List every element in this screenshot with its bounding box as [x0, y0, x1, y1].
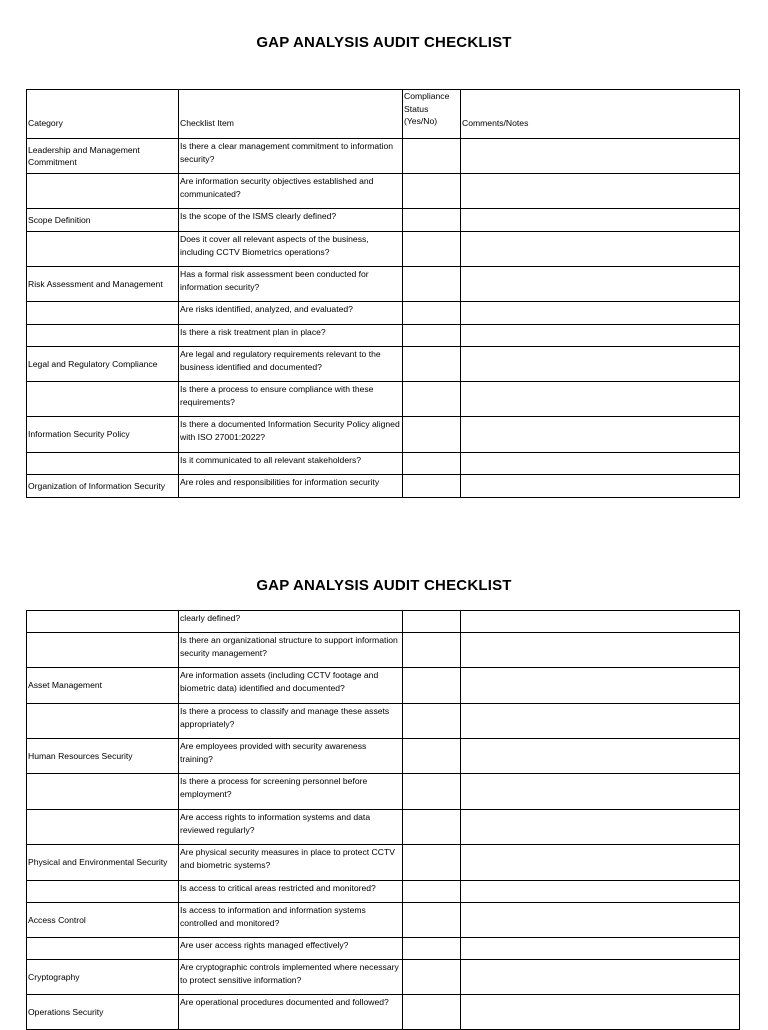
header-status-line: Compliance	[404, 91, 450, 101]
comments-notes-cell[interactable]	[461, 611, 740, 633]
category-cell	[27, 382, 179, 417]
checklist-item-cell: Is access to critical areas restricted and monitored?	[179, 881, 403, 903]
checklist-item-cell: Is access to information and information systems controlled and monitored?	[179, 903, 403, 938]
compliance-status-cell[interactable]	[403, 325, 461, 347]
category-cell	[27, 325, 179, 347]
category-cell: Physical and Environmental Security	[27, 845, 179, 881]
category-cell	[27, 302, 179, 325]
header-checklist-item: Checklist Item	[179, 90, 403, 139]
checklist-table	[26, 610, 740, 1030]
table-row	[27, 633, 740, 668]
table-row	[27, 453, 740, 475]
category-cell	[27, 810, 179, 845]
checklist-item-cell: Is there a process for screening personnel before employment?	[179, 774, 403, 810]
table-row	[27, 960, 740, 995]
compliance-status-cell[interactable]	[403, 475, 461, 498]
comments-notes-cell[interactable]	[461, 347, 740, 382]
table-row	[27, 174, 740, 209]
checklist-item-cell: Are physical security measures in place to protect CCTV and biometric systems?	[179, 845, 403, 881]
compliance-status-cell[interactable]	[403, 453, 461, 475]
category-cell	[27, 174, 179, 209]
checklist-item-cell: Is there a clear management commitment to information security?	[179, 139, 403, 174]
checklist-item-cell: Are roles and responsibilities for information security	[179, 475, 403, 498]
compliance-status-cell[interactable]	[403, 302, 461, 325]
table-row	[27, 209, 740, 232]
category-cell	[27, 633, 179, 668]
checklist-item-cell: Are operational procedures documented and followed?	[179, 995, 403, 1030]
compliance-status-cell[interactable]	[403, 938, 461, 960]
compliance-status-cell[interactable]	[403, 810, 461, 845]
table-row	[27, 232, 740, 267]
table-row	[27, 903, 740, 938]
table-row	[27, 810, 740, 845]
category-cell: Legal and Regulatory Compliance	[27, 347, 179, 382]
checklist-item-cell: Are cryptographic controls implemented where necessary to protect sensitive information?	[179, 960, 403, 995]
comments-notes-cell[interactable]	[461, 881, 740, 903]
compliance-status-cell[interactable]	[403, 903, 461, 938]
compliance-status-cell[interactable]	[403, 774, 461, 810]
page-title: GAP ANALYSIS AUDIT CHECKLIST	[256, 577, 512, 594]
checklist-item-cell: Are legal and regulatory requirements relevant to the business identified and documented?	[179, 347, 403, 382]
header-row	[27, 90, 740, 139]
checklist-item-cell: Is the scope of the ISMS clearly defined?	[179, 209, 403, 232]
comments-notes-cell[interactable]	[461, 453, 740, 475]
checklist-item-cell: Are information assets (including CCTV footage and biometric data) identified and documented?	[179, 668, 403, 704]
comments-notes-cell[interactable]	[461, 668, 740, 704]
table-row	[27, 845, 740, 881]
checklist-item-cell: Has a formal risk assessment been conducted for information security?	[179, 267, 403, 302]
category-cell	[27, 704, 179, 739]
checklist-item-cell: Is there an organizational structure to support information security management?	[179, 633, 403, 668]
compliance-status-cell[interactable]	[403, 232, 461, 267]
compliance-status-cell[interactable]	[403, 739, 461, 774]
comments-notes-cell[interactable]	[461, 739, 740, 774]
compliance-status-cell[interactable]	[403, 417, 461, 453]
category-cell	[27, 611, 179, 633]
category-cell	[27, 881, 179, 903]
header-category: Category	[27, 90, 179, 139]
comments-notes-cell[interactable]	[461, 417, 740, 453]
comments-notes-cell[interactable]	[461, 633, 740, 668]
compliance-status-cell[interactable]	[403, 611, 461, 633]
comments-notes-cell[interactable]	[461, 475, 740, 498]
table-row	[27, 774, 740, 810]
comments-notes-cell[interactable]	[461, 232, 740, 267]
comments-notes-cell[interactable]	[461, 704, 740, 739]
table-row	[27, 382, 740, 417]
table-row	[27, 139, 740, 174]
category-cell: Information Security Policy	[27, 417, 179, 453]
table-row	[27, 938, 740, 960]
table-row	[27, 881, 740, 903]
compliance-status-cell[interactable]	[403, 960, 461, 995]
comments-notes-cell[interactable]	[461, 960, 740, 995]
category-cell: Access Control	[27, 903, 179, 938]
category-cell	[27, 453, 179, 475]
comments-notes-cell[interactable]	[461, 209, 740, 232]
comments-notes-cell[interactable]	[461, 995, 740, 1030]
table-row	[27, 325, 740, 347]
category-cell: Operations Security	[27, 995, 179, 1030]
category-cell: Risk Assessment and Management	[27, 267, 179, 302]
comments-notes-cell[interactable]	[461, 267, 740, 302]
page-title: GAP ANALYSIS AUDIT CHECKLIST	[256, 34, 512, 51]
compliance-status-cell[interactable]	[403, 267, 461, 302]
header-compliance-status	[403, 90, 461, 139]
header-status-line: (Yes/No)	[404, 116, 438, 126]
table-row	[27, 668, 740, 704]
compliance-status-cell[interactable]	[403, 704, 461, 739]
checklist-item-cell: Is it communicated to all relevant stakeholders?	[179, 453, 403, 475]
compliance-status-cell[interactable]	[403, 845, 461, 881]
category-cell	[27, 232, 179, 267]
header-status-line: Status	[404, 103, 429, 114]
checklist-item-cell: Are user access rights managed effectively?	[179, 938, 403, 960]
table-row	[27, 475, 740, 498]
checklist-item-cell: Is there a process to ensure compliance with these requirements?	[179, 382, 403, 417]
header-comments-notes: Comments/Notes	[461, 90, 740, 139]
compliance-status-cell[interactable]	[403, 881, 461, 903]
table-row	[27, 611, 740, 633]
compliance-status-cell[interactable]	[403, 139, 461, 174]
compliance-status-cell[interactable]	[403, 382, 461, 417]
checklist-item-cell: Are employees provided with security awareness training?	[179, 739, 403, 774]
checklist-item-cell: Is there a risk treatment plan in place?	[179, 325, 403, 347]
table-row	[27, 417, 740, 453]
category-cell: Organization of Information Security	[27, 475, 179, 498]
category-cell: Cryptography	[27, 960, 179, 995]
checklist-item-cell: Does it cover all relevant aspects of the business, including CCTV Biometrics operations?	[179, 232, 403, 267]
comments-notes-cell[interactable]	[461, 774, 740, 810]
category-cell: Scope Definition	[27, 209, 179, 232]
checklist-item-cell: Are access rights to information systems and data reviewed regularly?	[179, 810, 403, 845]
compliance-status-cell[interactable]	[403, 995, 461, 1030]
table-row	[27, 704, 740, 739]
checklist-item-cell: clearly defined?	[179, 611, 403, 633]
comments-notes-cell[interactable]	[461, 938, 740, 960]
category-cell: Human Resources Security	[27, 739, 179, 774]
checklist-table	[26, 89, 740, 498]
compliance-status-cell[interactable]	[403, 209, 461, 232]
comments-notes-cell[interactable]	[461, 139, 740, 174]
checklist-item-cell: Is there a documented Information Security Policy aligned with ISO 27001:2022?	[179, 417, 403, 453]
table-row	[27, 267, 740, 302]
comments-notes-cell[interactable]	[461, 845, 740, 881]
category-cell: Leadership and Management Commitment	[27, 139, 179, 174]
checklist-item-cell: Is there a process to classify and manage these assets appropriately?	[179, 704, 403, 739]
checklist-item-cell: Are risks identified, analyzed, and evaluated?	[179, 302, 403, 325]
checklist-item-cell: Are information security objectives established and communicated?	[179, 174, 403, 209]
category-cell: Asset Management	[27, 668, 179, 704]
comments-notes-cell[interactable]	[461, 302, 740, 325]
table-row	[27, 302, 740, 325]
compliance-status-cell[interactable]	[403, 174, 461, 209]
compliance-status-cell[interactable]	[403, 347, 461, 382]
comments-notes-cell[interactable]	[461, 810, 740, 845]
category-cell	[27, 774, 179, 810]
table-row	[27, 995, 740, 1030]
compliance-status-cell[interactable]	[403, 668, 461, 704]
comments-notes-cell[interactable]	[461, 174, 740, 209]
table-row	[27, 739, 740, 774]
compliance-status-cell[interactable]	[403, 633, 461, 668]
comments-notes-cell[interactable]	[461, 325, 740, 347]
comments-notes-cell[interactable]	[461, 903, 740, 938]
category-cell	[27, 938, 179, 960]
table-row	[27, 347, 740, 382]
comments-notes-cell[interactable]	[461, 382, 740, 417]
